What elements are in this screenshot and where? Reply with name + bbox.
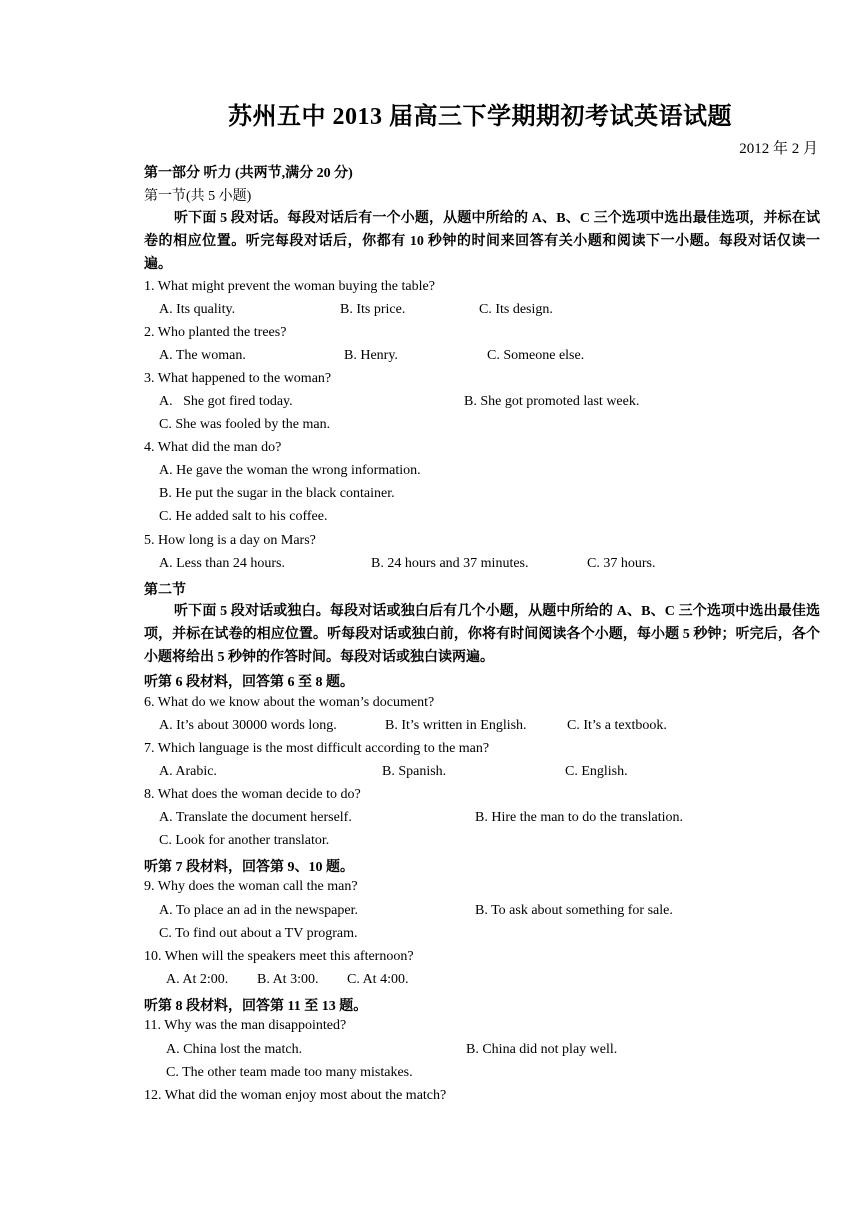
q3-option-a: A. She got fired today. [159,394,293,409]
q5-option-b: B. 24 hours and 37 minutes. [371,556,529,571]
question-7: 7. Which language is the most difficult according to the man? [144,741,490,756]
question-4: 4. What did the man do? [144,440,282,455]
question-1: 1. What might prevent the woman buying the table? [144,279,435,294]
q9-option-c: C. To find out about a TV program. [159,926,358,941]
section1-instructions-text: 听下面 5 段对话。每段对话后有一个小题，从题中所给的 A、B、C 三个选项中选出最佳选项，并标在试卷的相应位置。听完每段对话后，你都有 10 秒钟的时间来回答有关小题和阅读下一小题。每段对话仅读一遍。 [144,211,820,272]
q6-option-a: A. It’s about 30000 words long. [159,718,337,733]
question-10: 10. When will the speakers meet this afternoon? [144,949,414,964]
section2-instructions-text: 听下面 5 段对话或独白。每段对话或独白后有几个小题，从题中所给的 A、B、C 三个选项中选出最佳选项，并标在试卷的相应位置。听每段对话或独白前，你将有时间阅读各个小题，每小题 5 秒钟；听完后，各个小题将给出 5 秒钟的作答时间。每段对话或独白读两遍。 [144,604,820,665]
section2-instructions [144,600,820,669]
q5-option-c: C. 37 hours. [587,556,656,571]
question-11: 11. Why was the man disappointed? [144,1018,347,1033]
question-8: 8. What does the woman decide to do? [144,787,361,802]
question-6: 6. What do we know about the woman’s document? [144,695,435,710]
q9-option-a: A. To place an ad in the newspaper. [159,903,358,918]
q4-option-c: C. He added salt to his coffee. [159,509,328,524]
q1-option-b: B. Its price. [340,302,406,317]
q2-option-b: B. Henry. [344,348,398,363]
q2-option-c: C. Someone else. [487,348,585,363]
q4-option-a: A. He gave the woman the wrong information. [159,463,421,478]
question-12: 12. What did the woman enjoy most about the match? [144,1088,447,1103]
q9-option-b: B. To ask about something for sale. [475,903,673,918]
q7-option-a: A. Arabic. [159,764,217,779]
q11-option-c: C. The other team made too many mistakes. [166,1065,413,1080]
q1-option-a: A. Its quality. [159,302,236,317]
q8-option-b: B. Hire the man to do the translation. [475,810,684,825]
q6-option-c: C. It’s a textbook. [567,718,667,733]
q3-option-b: B. She got promoted last week. [464,394,640,409]
exam-date: 2012 年 2 月 [739,141,818,157]
material-7-heading: 听第 7 段材料，回答第 9、10 题。 [144,860,354,875]
q7-option-c: C. English. [565,764,628,779]
question-3: 3. What happened to the woman? [144,371,332,386]
exam-title: 苏州五中 2013 届高三下学期期初考试英语试题 [228,104,732,130]
q5-option-a: A. Less than 24 hours. [159,556,285,571]
q10-option-c: C. At 4:00. [347,972,409,987]
q7-option-b: B. Spanish. [382,764,447,779]
section2-heading: 第二节 [144,583,186,598]
material-8-heading: 听第 8 段材料，回答第 11 至 13 题。 [144,999,368,1014]
q11-option-a: A. China lost the match. [166,1042,303,1057]
q10-option-b: B. At 3:00. [257,972,319,987]
q10-option-a: A. At 2:00. [166,972,229,987]
question-9: 9. Why does the woman call the man? [144,879,358,894]
question-2: 2. Who planted the trees? [144,325,287,340]
question-5: 5. How long is a day on Mars? [144,533,316,548]
q11-option-b: B. China did not play well. [466,1042,618,1057]
part1-heading: 第一部分 听力 (共两节,满分 20 分) [144,166,353,181]
q6-option-b: B. It’s written in English. [385,718,527,733]
q8-option-a: A. Translate the document herself. [159,810,352,825]
q3-option-c: C. She was fooled by the man. [159,417,331,432]
q4-option-b: B. He put the sugar in the black container. [159,486,395,501]
section1-instructions [144,207,820,276]
q8-option-c: C. Look for another translator. [159,833,330,848]
q1-option-c: C. Its design. [479,302,553,317]
q2-option-a: A. The woman. [159,348,246,363]
section1-heading: 第一节(共 5 小题) [144,189,252,204]
material-6-heading: 听第 6 段材料，回答第 6 至 8 题。 [144,675,354,690]
